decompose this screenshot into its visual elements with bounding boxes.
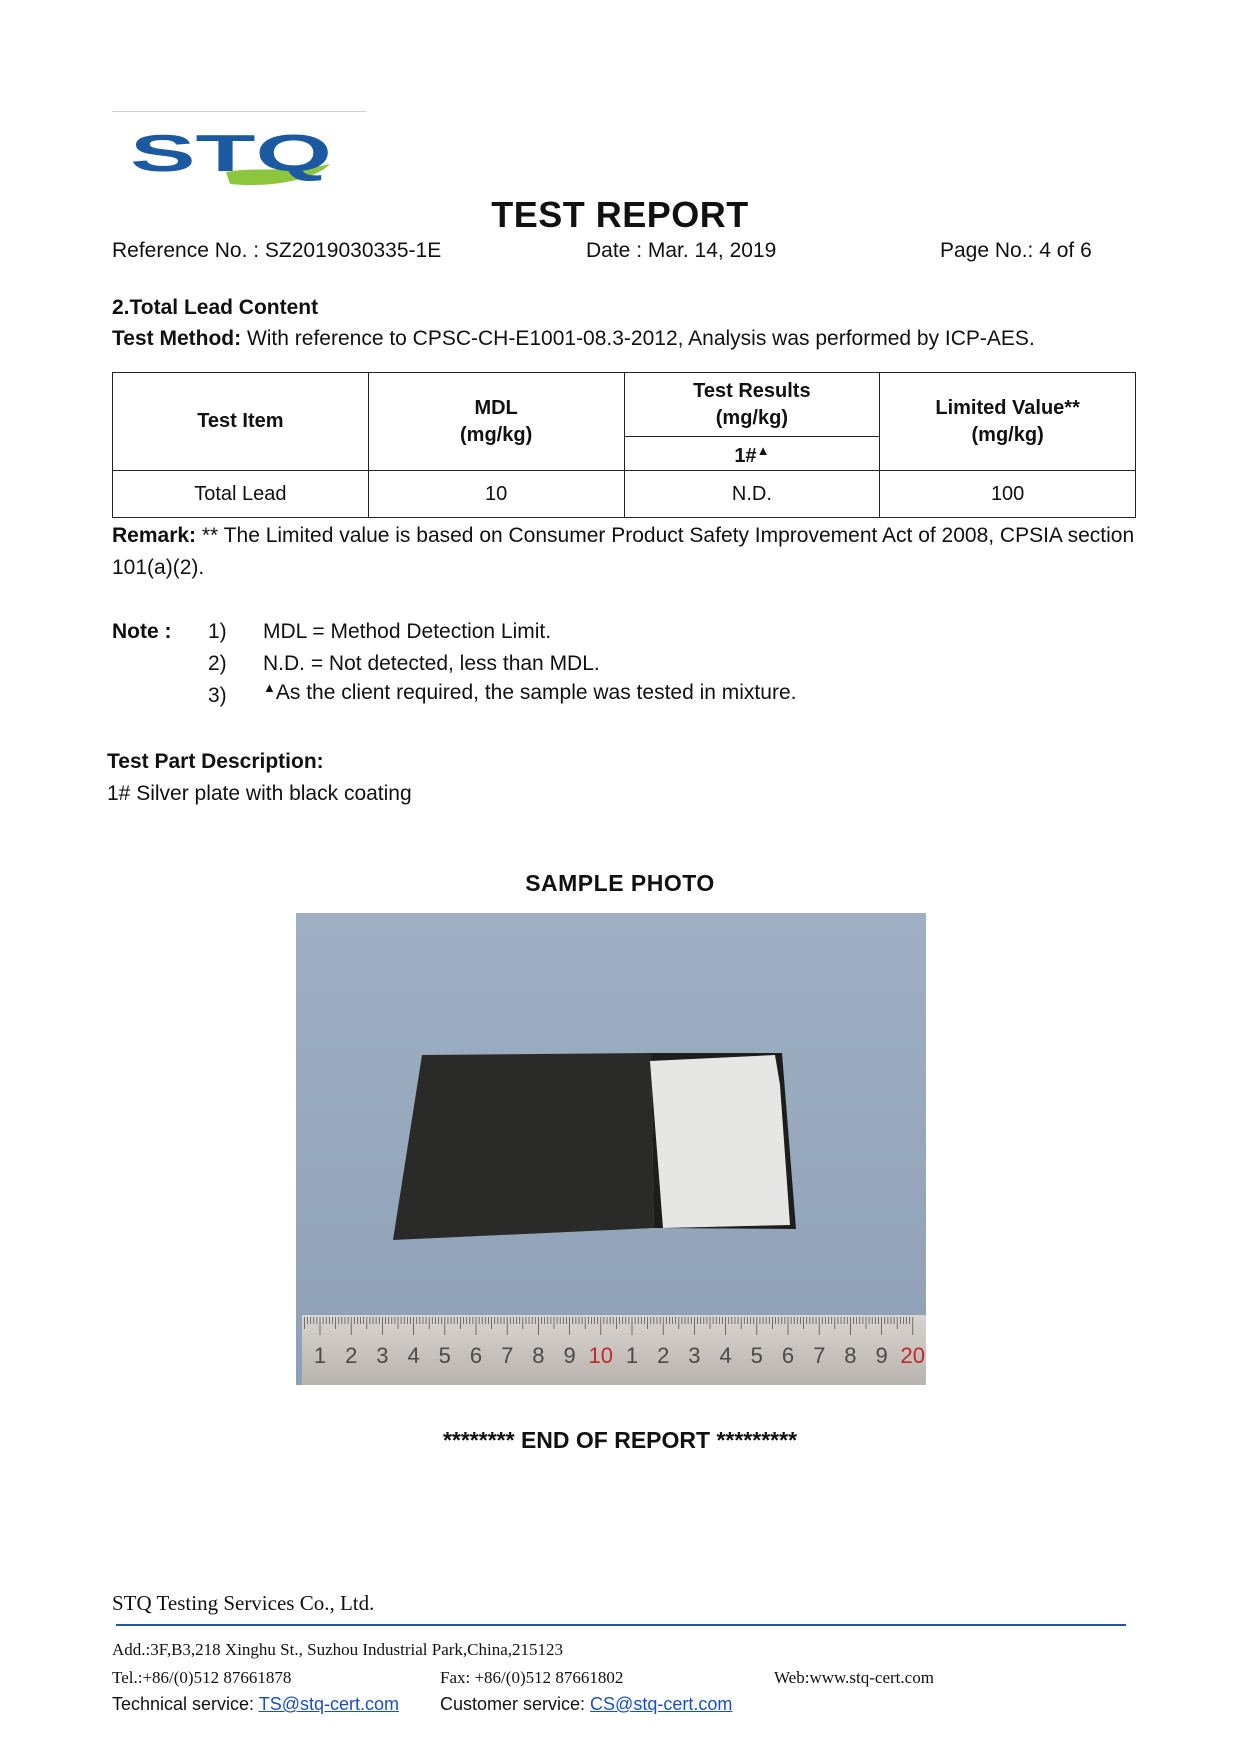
note-text: N.D. = Not detected, less than MDL.: [263, 652, 600, 675]
ruler-digit: 7: [501, 1343, 514, 1368]
test-method-label: Test Method:: [112, 327, 242, 350]
note-number: 2): [208, 652, 227, 675]
footer-address: Add.:3F,B3,218 Xinghu St., Suzhou Industrial Park,China,215123: [112, 1640, 564, 1659]
technical-service-label: Technical service:: [112, 1694, 259, 1714]
company-name: STQ Testing Services Co., Ltd.: [112, 1591, 375, 1615]
header-test-results: Test Results (mg/kg): [624, 373, 880, 437]
ruler-digit: 9: [563, 1343, 576, 1368]
end-of-report: ******** END OF REPORT *********: [442, 1427, 798, 1453]
technical-service: [112, 1694, 399, 1715]
header-mdl: MDL (mg/kg): [368, 373, 624, 471]
ruler-digit: 2: [345, 1343, 358, 1368]
ruler-digit: 1: [625, 1343, 639, 1368]
report-title: TEST REPORT: [491, 194, 749, 235]
cell-result: N.D.: [624, 471, 880, 518]
footer-divider: [116, 1624, 1126, 1626]
remark: [112, 520, 1142, 584]
ruler-digit: 8: [532, 1343, 545, 1368]
logo-divider: [112, 111, 366, 112]
ruler-digit: 20: [900, 1343, 926, 1368]
ruler-digit: 8: [844, 1343, 857, 1368]
ruler-digit: 4: [407, 1343, 420, 1368]
ruler-digit: 5: [750, 1343, 763, 1368]
ruler-digit: 3: [688, 1343, 701, 1368]
logo-text: STQ: [130, 128, 332, 183]
remark-text: ** The Limited value is based on Consumer Product Safety Improvement Act of 2008, CPSIA section 101(a)(2).: [112, 524, 1135, 579]
note-label: Note :: [112, 620, 172, 643]
cell-item: Total Lead: [113, 471, 369, 518]
cell-limit: 100: [880, 471, 1136, 518]
footer-tel: Tel.:+86/(0)512 87661878: [112, 1668, 292, 1687]
table-row: [113, 471, 1136, 518]
customer-service-email-link[interactable]: CS@stq-cert.com: [590, 1694, 733, 1714]
triangle-mark-icon: ▲: [756, 443, 770, 458]
ruler-digit: 2: [657, 1343, 670, 1368]
ruler-digit: 5: [438, 1343, 451, 1368]
header-sample: 1#▲: [624, 437, 880, 471]
reference-number: Reference No. : SZ2019030335-1E: [112, 239, 442, 262]
stq-logo: [130, 128, 340, 188]
customer-service: [440, 1694, 732, 1715]
ruler-digit: 3: [376, 1343, 389, 1368]
ruler-digit: 10: [588, 1343, 614, 1368]
ruler: [302, 1315, 926, 1385]
ruler-digit: 9: [875, 1343, 888, 1368]
test-part-title: Test Part Description:: [107, 750, 324, 773]
ruler-digit: 1: [313, 1343, 327, 1368]
note-number: 3): [208, 684, 227, 707]
ruler-digit: 6: [469, 1343, 483, 1368]
triangle-mark-icon: ▲: [263, 680, 276, 695]
note-text-3: ▲As the client required, the sample was tested in mixture.: [263, 680, 797, 704]
note-text: MDL = Method Detection Limit.: [263, 620, 552, 643]
ruler-digit: 6: [781, 1343, 795, 1368]
stq-logo-graphic: [130, 128, 340, 188]
note-number: 1): [208, 620, 227, 643]
ruler-digit: 4: [719, 1343, 732, 1368]
results-table: [112, 372, 1136, 518]
report-date: Date : Mar. 14, 2019: [586, 239, 777, 262]
cell-mdl: 10: [368, 471, 624, 518]
sample-photo: [296, 913, 926, 1385]
section-title: 2.Total Lead Content: [112, 296, 319, 319]
test-method-text: With reference to CPSC-CH-E1001-08.3-2012, Analysis was performed by ICP-AES.: [241, 327, 1035, 350]
technical-service-email-link[interactable]: TS@stq-cert.com: [258, 1694, 400, 1714]
ruler-digit: 7: [813, 1343, 826, 1368]
sample-photo-title: SAMPLE PHOTO: [525, 870, 715, 896]
footer-fax: Fax: +86/(0)512 87661802: [440, 1668, 624, 1687]
sample-photo-image: [296, 913, 926, 1385]
black-coated-plate: [393, 1053, 654, 1240]
customer-service-label: Customer service:: [440, 1694, 591, 1714]
header-limited-value: Limited Value** (mg/kg): [880, 373, 1136, 471]
silver-plate: [650, 1055, 790, 1228]
test-method: [112, 327, 1035, 351]
header-test-item: Test Item: [113, 373, 369, 471]
footer-web: Web:www.stq-cert.com: [774, 1668, 934, 1687]
test-part-description: 1# Silver plate with black coating: [107, 782, 412, 805]
page-number: Page No.: 4 of 6: [940, 239, 1092, 262]
remark-label: Remark:: [112, 524, 197, 547]
